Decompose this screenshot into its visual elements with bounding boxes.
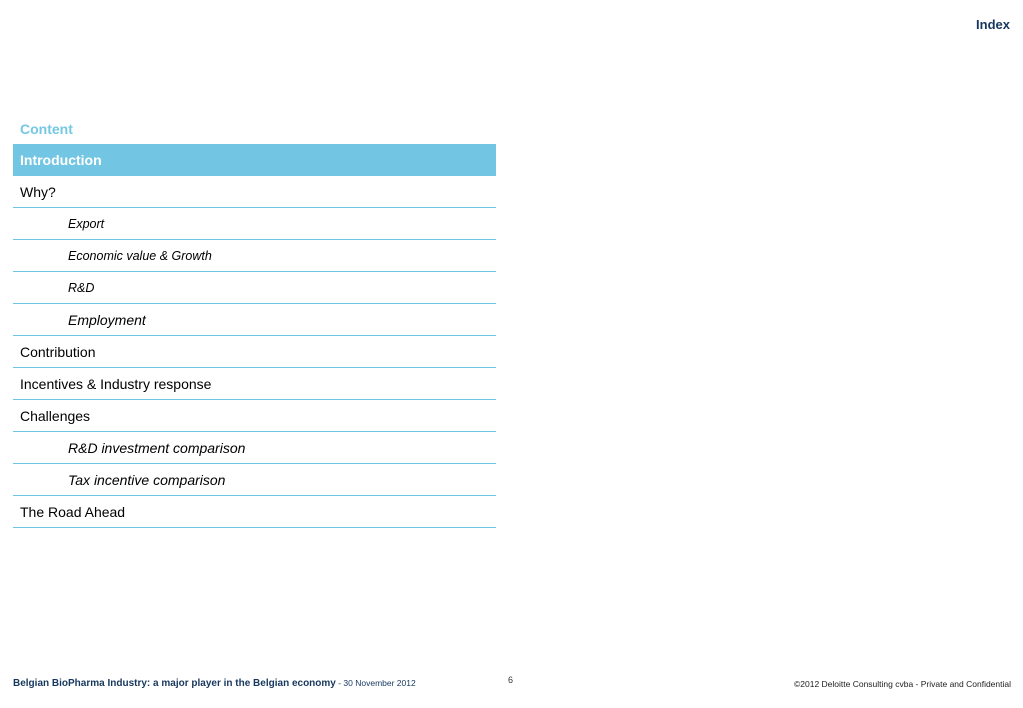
footer-copyright: ©2012 Deloitte Consulting cvba - Private and Confidential xyxy=(794,679,1011,689)
toc-subitem-rd-investment-comparison[interactable] xyxy=(13,432,496,464)
toc-item-the-road-ahead[interactable] xyxy=(13,496,496,528)
toc-item-label: Economic value & Growth xyxy=(68,248,212,263)
footer-title-text: Belgian BioPharma Industry: a major player in the Belgian economy xyxy=(13,678,336,689)
toc-item-label: Why? xyxy=(20,183,56,200)
page-number: 6 xyxy=(508,675,514,685)
toc-subitem-tax-incentive-comparison[interactable] xyxy=(13,464,496,496)
footer-date: - 30 November 2012 xyxy=(335,678,416,688)
content-heading: Content xyxy=(20,121,73,137)
table-of-contents xyxy=(13,144,496,528)
toc-item-why[interactable] xyxy=(13,176,496,208)
page-header-title: Index xyxy=(976,17,1010,32)
toc-item-challenges[interactable] xyxy=(13,400,496,432)
toc-item-label: The Road Ahead xyxy=(20,503,126,520)
toc-subitem-employment[interactable] xyxy=(13,304,496,336)
footer-report-title xyxy=(13,678,416,689)
toc-item-label: Incentives & Industry response xyxy=(20,375,212,392)
toc-subitem-economic-value-growth[interactable] xyxy=(13,240,496,272)
toc-subitem-export[interactable] xyxy=(13,208,496,240)
toc-item-introduction[interactable] xyxy=(13,144,496,176)
toc-item-label: Employment xyxy=(68,311,146,328)
toc-item-label: Introduction xyxy=(20,151,102,168)
toc-item-label: R&D investment comparison xyxy=(68,439,246,456)
toc-item-label: Tax incentive comparison xyxy=(68,471,226,488)
toc-item-label: Challenges xyxy=(20,407,91,424)
toc-item-label: Contribution xyxy=(20,343,96,360)
toc-subitem-rd[interactable] xyxy=(13,272,496,304)
toc-item-contribution[interactable] xyxy=(13,336,496,368)
toc-item-label: R&D xyxy=(68,280,95,295)
toc-item-incentives-industry-response[interactable] xyxy=(13,368,496,400)
toc-item-label: Export xyxy=(68,216,105,231)
